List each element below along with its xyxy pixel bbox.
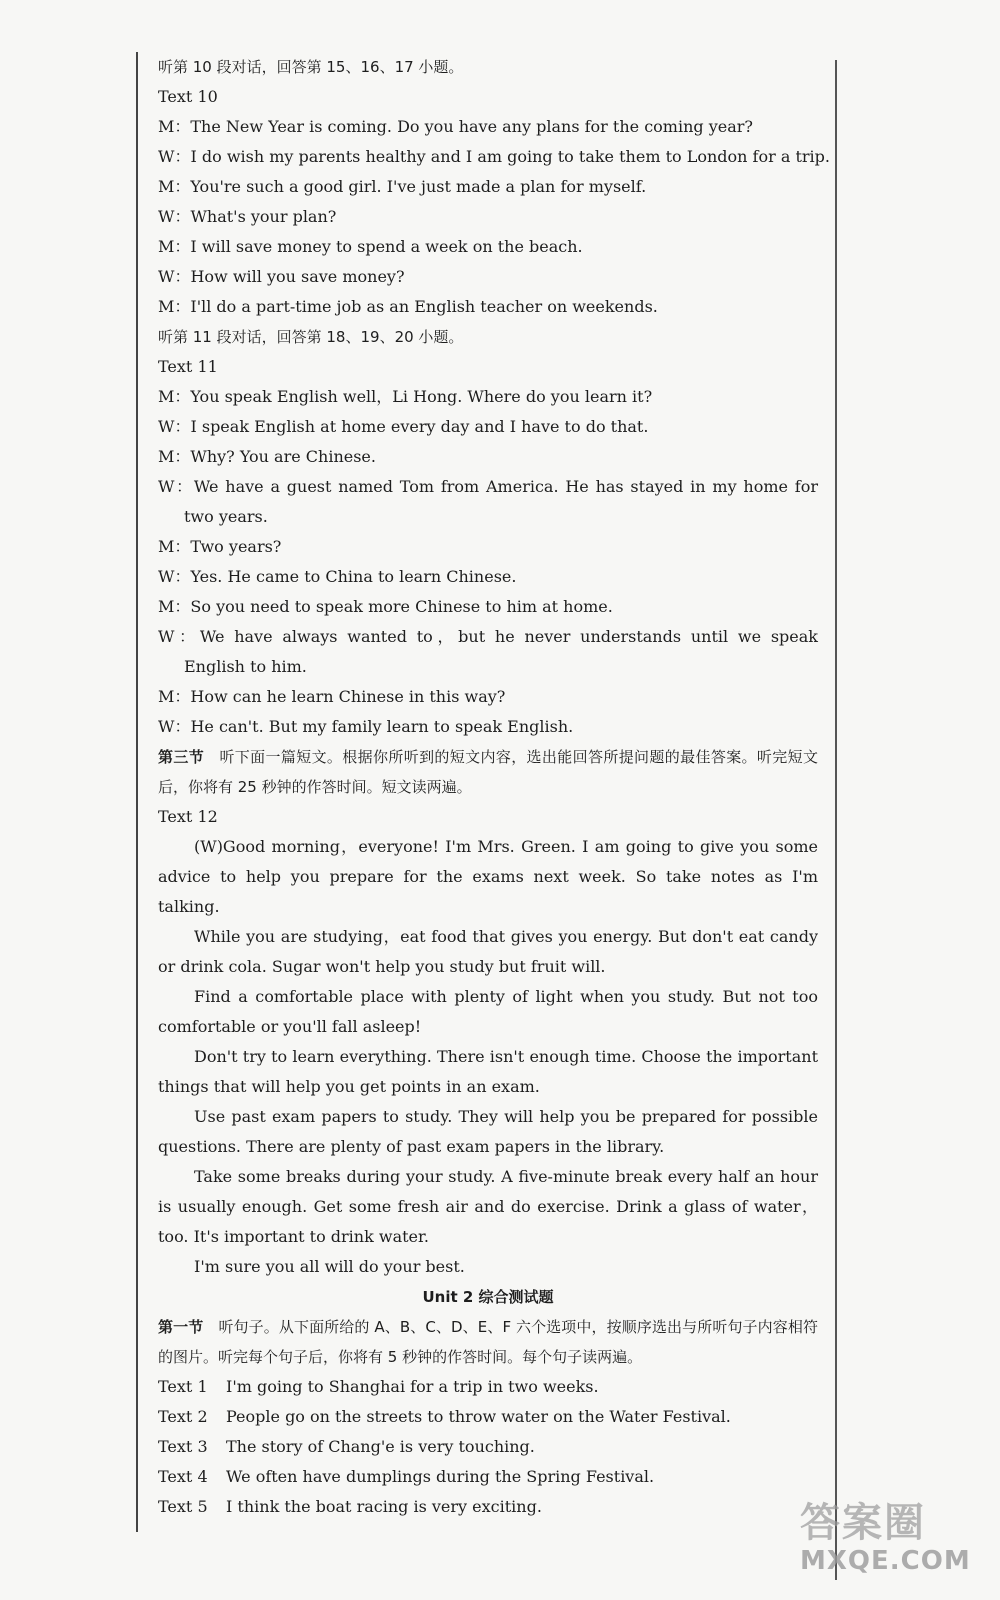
text-item [158, 1492, 818, 1522]
watermark-url: MXQE.COM [800, 1546, 971, 1576]
text-item-label: Text 1 [158, 1377, 208, 1396]
text-item-sentence: People go on the streets to throw water on the Water Festival. [226, 1407, 731, 1426]
dialogue-line: W：What's your plan? [158, 207, 337, 226]
text-item-sentence: We often have dumplings during the Spring Festival. [226, 1467, 655, 1486]
dialogue-line: M：You're such a good girl. I've just made a plan for myself. [158, 177, 647, 196]
dialogue-line: M：Two years? [158, 537, 282, 556]
dialogue-line: M：So you need to speak more Chinese to him at home. [158, 597, 613, 616]
section-text: 听句子。从下面所给的 A、B、C、D、E、F 六个选项中，按顺序选出与所听句子内容相符的图片。听完每个句子后，你将有 5 秒钟的作答时间。每个句子读两遍。 [158, 1318, 818, 1366]
passage-paragraph: I'm sure you all will do your best. [194, 1257, 465, 1276]
dialogue-line: W：How will you save money? [158, 267, 405, 286]
unit-title: Unit 2 综合测试题 [422, 1288, 554, 1306]
dialogue-line: M：I will save money to spend a week on the beach. [158, 237, 583, 256]
dialogue-line: M：Why? You are Chinese. [158, 447, 376, 466]
text-item-sentence: The story of Chang'e is very touching. [226, 1437, 535, 1456]
text-item [158, 1432, 818, 1462]
section-3-instructions [158, 742, 818, 802]
passage-paragraph: Use past exam papers to study. They will help you be prepared for possible questions. There are plenty of past exam papers in the library. [158, 1107, 818, 1156]
section-1-instructions [158, 1312, 818, 1372]
dialogue-line: W：We have always wanted to，but he never understands until we speak English to him. [158, 627, 818, 676]
instruction-text10: 听第 10 段对话，回答第 15、16、17 小题。 [158, 58, 464, 76]
dialogue-line: M：I'll do a part-time job as an English teacher on weekends. [158, 297, 658, 316]
text-heading: Text 10 [158, 87, 218, 106]
dialogue-line: M：How can he learn Chinese in this way? [158, 687, 506, 706]
watermark-logo-text: 答案圈 [800, 1500, 926, 1546]
dialogue-line: W：I speak English at home every day and I have to do that. [158, 417, 649, 436]
text-heading: Text 11 [158, 357, 218, 376]
dialogue-line: W：I do wish my parents healthy and I am going to take them to London for a trip. [158, 147, 830, 166]
dialogue-line: W：We have a guest named Tom from America. He has stayed in my home for two years. [158, 477, 818, 526]
text-item-label: Text 3 [158, 1437, 208, 1456]
text-item-label: Text 2 [158, 1407, 208, 1426]
dialogue-line: M：You speak English well，Li Hong. Where do you learn it? [158, 387, 653, 406]
text-item-label: Text 5 [158, 1497, 208, 1516]
text-item [158, 1402, 818, 1432]
text-heading: Text 12 [158, 807, 218, 826]
text-item [158, 1372, 818, 1402]
dialogue-line: W：Yes. He came to China to learn Chinese. [158, 567, 517, 586]
passage-paragraph: While you are studying，eat food that gives you energy. But don't eat candy or drink cola. Sugar won't help you study but fruit will. [158, 927, 818, 976]
text-item-label: Text 4 [158, 1467, 208, 1486]
section-text: 听下面一篇短文。根据你所听到的短文内容，选出能回答所提问题的最佳答案。听完短文后，你将有 25 秒钟的作答时间。短文读两遍。 [158, 748, 818, 796]
left-margin-rule [136, 52, 138, 1532]
passage-paragraph: Don't try to learn everything. There isn't enough time. Choose the important things that will help you get points in an exam. [158, 1047, 818, 1096]
instruction-text11: 听第 11 段对话，回答第 18、19、20 小题。 [158, 328, 464, 346]
text-item-sentence: I'm going to Shanghai for a trip in two weeks. [226, 1377, 599, 1396]
passage-paragraph: (W)Good morning，everyone! I'm Mrs. Green. I am going to give you some advice to help you prepare for the exams next week. So take notes as I'm talking. [158, 837, 818, 916]
text-column [158, 52, 830, 1522]
dialogue-line: W：He can't. But my family learn to speak English. [158, 717, 574, 736]
section-label: 第一节 [158, 1318, 204, 1336]
right-margin-rule [835, 60, 837, 1580]
text-item [158, 1462, 818, 1492]
passage-paragraph: Take some breaks during your study. A five-minute break every half an hour is usually enough. Get some fresh air and do exercise. Drink a glass of water，too. It's important to drink water. [158, 1167, 819, 1246]
section-label: 第三节 [158, 748, 205, 766]
dialogue-line: M：The New Year is coming. Do you have any plans for the coming year? [158, 117, 753, 136]
passage-paragraph: Find a comfortable place with plenty of light when you study. But not too comfortable or you'll fall asleep! [158, 987, 818, 1036]
text-item-sentence: I think the boat racing is very exciting. [226, 1497, 542, 1516]
site-watermark [800, 1500, 990, 1590]
